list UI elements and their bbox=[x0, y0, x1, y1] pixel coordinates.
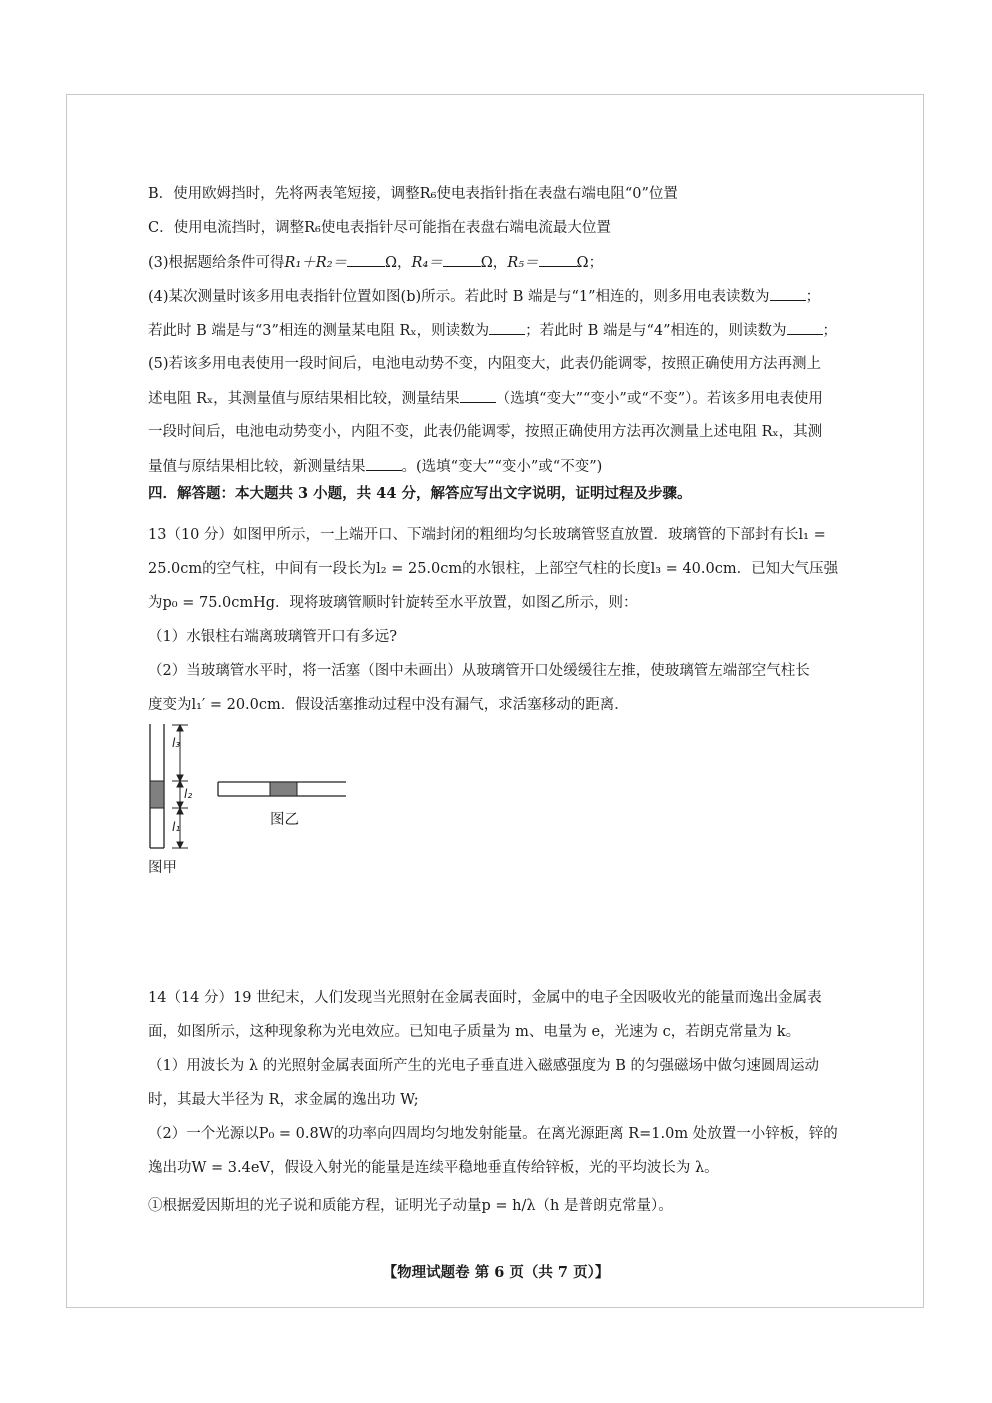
q13-sub-2a: （2）当玻璃管水平时，将一活塞（图中未画出）从玻璃管开口处缓缓往左推，使玻璃管左端部空气柱长 bbox=[148, 663, 810, 679]
q5-text: 。(选填“变大”“变小”或“不变”) bbox=[401, 459, 603, 475]
q14-line-1: 14（14 分）19 世纪末，人们发现当光照射在金属表面时，金属中的电子全因吸收光的能量而逸出金属表 bbox=[148, 990, 822, 1006]
answer-blank[interactable] bbox=[770, 286, 806, 301]
q3-unit: Ω， bbox=[385, 255, 412, 271]
question-3 bbox=[148, 252, 848, 273]
section-heading: 四．解答题：本大题共 3 小题，共 44 分，解答应写出文字说明，证明过程及步骤。 bbox=[148, 485, 692, 502]
caption-figure-a: 图甲 bbox=[148, 860, 177, 876]
q4-punct: ； bbox=[822, 323, 838, 339]
q3-unit: Ω， bbox=[480, 255, 508, 271]
q5-text: 量值与原结果相比较，新测量结果 bbox=[148, 459, 366, 475]
q13-sub-1: （1）水银柱右端离玻璃管开口有多远? bbox=[148, 629, 397, 645]
answer-blank[interactable] bbox=[366, 456, 402, 471]
q4-punct: ； bbox=[805, 289, 821, 305]
label-l1: l₁ bbox=[172, 820, 181, 834]
answer-blank[interactable] bbox=[489, 320, 525, 335]
caption-figure-b: 图乙 bbox=[270, 812, 299, 828]
q14-sub-2a: （2）一个光源以P₀ = 0.8W的功率向四周均匀地发射能量。在离光源距离 R=1.0m 处放置一小锌板，锌的 bbox=[148, 1126, 838, 1142]
answer-blank[interactable] bbox=[787, 320, 823, 335]
q3-r5: R₅＝ bbox=[507, 255, 539, 271]
page-footer: 【物理试题卷 第 6 页（共 7 页）】 bbox=[382, 1264, 610, 1281]
question-5-line-1: (5)若该多用电表使用一段时间后，电池电动势不变，内阻变大，此表仍能调零，按照正确使用方法再测上 bbox=[148, 356, 822, 372]
option-c: C．使用电流挡时，调整R₆使电表指针尽可能指在表盘右端电流最大位置 bbox=[148, 220, 611, 236]
q14-sub-3: ①根据爱因斯坦的光子说和质能方程，证明光子动量p = h/λ（h 是普朗克常量）。 bbox=[148, 1198, 673, 1214]
q3-unit: Ω； bbox=[576, 255, 604, 271]
question-5-line-3: 一段时间后，电池电动势变小，内阻不变，此表仍能调零，按照正确使用方法再次测量上述电阻 Rₓ，其测 bbox=[148, 424, 823, 440]
q13-line-3: 为p₀ = 75.0cmHg．现将玻璃管顺时针旋转至水平放置，如图乙所示，则： bbox=[148, 595, 638, 611]
q5-text: 述电阻 Rₓ，其测量值与原结果相比较，测量结果 bbox=[148, 391, 460, 407]
option-b: B．使用欧姆挡时，先将两表笔短接，调整R₆使电表指针指在表盘右端电阻“0”位置 bbox=[148, 186, 678, 202]
q4-text: 若此时 B 端是与“3”相连的测量某电阻 Rₓ，则读数为 bbox=[148, 323, 490, 339]
q14-sub-2b: 逸出功W = 3.4eV，假设入射光的能量是连续平稳地垂直传给锌板，光的平均波长为 λ。 bbox=[148, 1160, 719, 1176]
q3-r4: R₄＝ bbox=[411, 255, 443, 271]
question-5-line-2 bbox=[148, 388, 848, 409]
answer-blank[interactable] bbox=[539, 252, 577, 267]
question-4-line-2 bbox=[148, 320, 848, 341]
answer-blank[interactable] bbox=[347, 252, 385, 267]
q14-sub-1b: 时，其最大半径为 R，求金属的逸出功 W; bbox=[148, 1092, 419, 1108]
q14-sub-1a: （1）用波长为 λ 的光照射金属表面所产生的光电子垂直进入磁感强度为 B 的匀强磁场中做匀速圆周运动 bbox=[148, 1058, 820, 1074]
q5-text: （选填“变大”“变小”或“不变”）。若该多用电表使用 bbox=[495, 391, 823, 407]
question-4-line-1 bbox=[148, 286, 848, 307]
answer-blank[interactable] bbox=[460, 388, 496, 403]
q4-text: (4)某次测量时该多用电表指针位置如图(b)所示。若此时 B 端是与“1”相连的，则多用电表读数为 bbox=[148, 289, 770, 305]
q13-line-1: 13（10 分）如图甲所示，一上端开口、下端封闭的粗细均匀长玻璃管竖直放置．玻璃管的下部封有长l₁ = bbox=[148, 527, 826, 543]
q13-sub-2b: 度变为l₁′ = 20.0cm．假设活塞推动过程中没有漏气，求活塞移动的距离． bbox=[148, 697, 629, 713]
q3-r12: R₁＋R₂＝ bbox=[284, 255, 348, 271]
label-l3: l₃ bbox=[172, 736, 181, 750]
answer-blank[interactable] bbox=[443, 252, 481, 267]
q14-line-2: 面，如图所示，这种现象称为光电效应。已知电子质量为 m、电量为 e，光速为 c，若朗克常量为 k。 bbox=[148, 1024, 801, 1040]
q3-text: (3)根据题给条件可得 bbox=[148, 255, 285, 271]
q4-text: ；若此时 B 端是与“4”相连的，则读数为 bbox=[525, 323, 787, 339]
label-l2: l₂ bbox=[184, 787, 193, 801]
question-5-line-4 bbox=[148, 456, 848, 477]
q13-line-2: 25.0cm的空气柱，中间有一段长为l₂ = 25.0cm的水银柱，上部空气柱的长度l₃ = 40.0cm．已知大气压强 bbox=[148, 561, 839, 577]
